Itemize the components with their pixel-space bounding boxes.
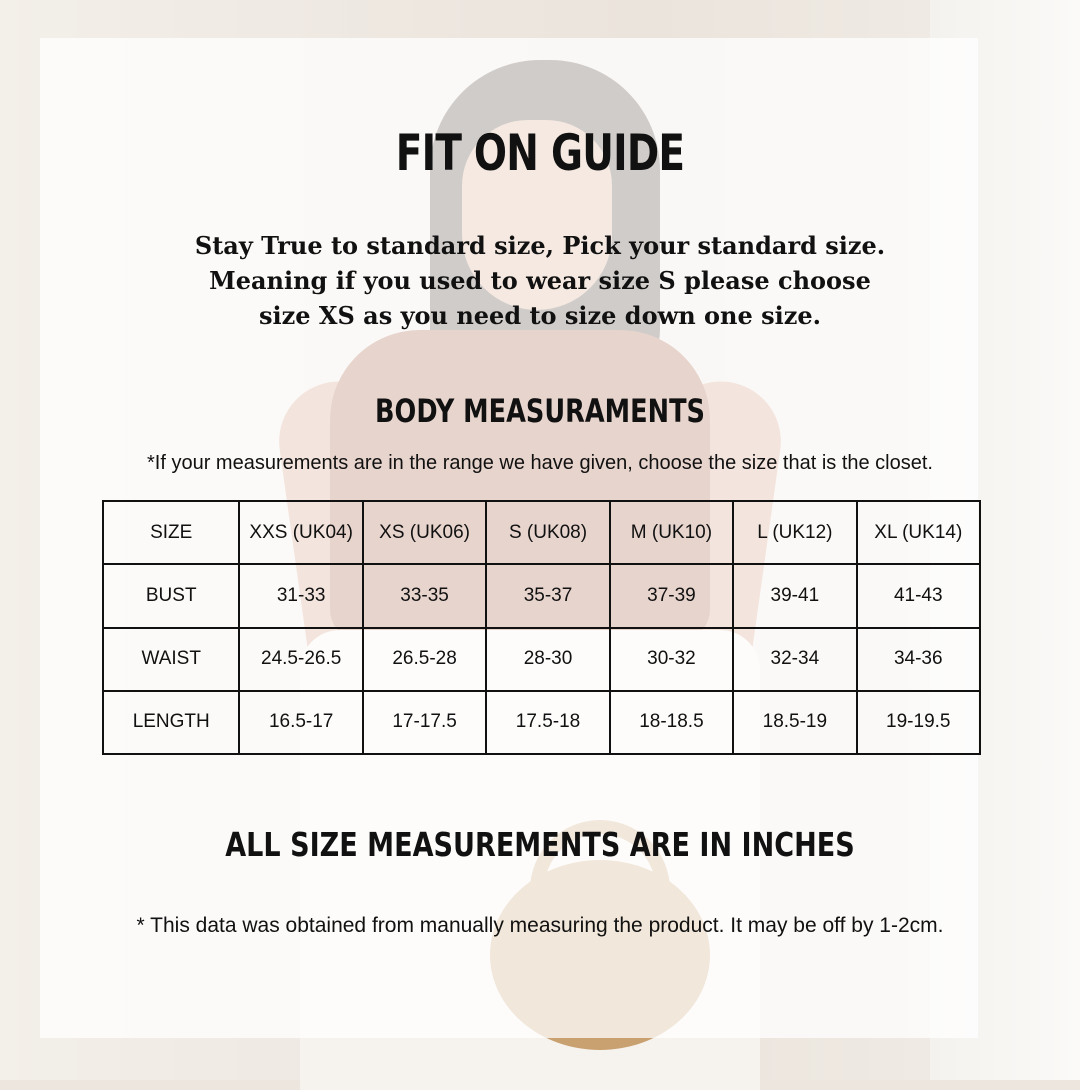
table-cell: 26.5-28 (363, 628, 486, 691)
intro-line-2: Meaning if you used to wear size S please choose (209, 266, 871, 295)
table-header-cell: S (UK08) (486, 501, 609, 564)
table-cell: 31-33 (239, 564, 362, 627)
table-header-cell: M (UK10) (610, 501, 733, 564)
table-header-row (103, 501, 980, 564)
units-note: ALL SIZE MEASUREMENTS ARE IN INCHES (225, 825, 855, 864)
intro-line-3: size XS as you need to size down one size. (258, 301, 822, 330)
table-cell: 17-17.5 (363, 691, 486, 754)
table-cell: 30-32 (610, 628, 733, 691)
table-cell: 28-30 (486, 628, 609, 691)
table-cell: 34-36 (857, 628, 980, 691)
table-row (103, 691, 980, 754)
intro-line-1: Stay True to standard size, Pick your standard size. (194, 231, 886, 260)
body-measurements-title: BODY MEASURAMENTS (375, 392, 705, 430)
table-cell: 18.5-19 (733, 691, 856, 754)
table-cell: 32-34 (733, 628, 856, 691)
table-cell: 16.5-17 (239, 691, 362, 754)
table-header-cell: SIZE (103, 501, 239, 564)
disclaimer-text: * This data was obtained from manually measuring the product. It may be off by 1-2cm. (136, 914, 944, 937)
table-row (103, 564, 980, 627)
table-cell: 41-43 (857, 564, 980, 627)
table-cell: 37-39 (610, 564, 733, 627)
row-label: WAIST (103, 628, 239, 691)
table-cell: 17.5-18 (486, 691, 609, 754)
table-cell: 24.5-26.5 (239, 628, 362, 691)
table-cell: 35-37 (486, 564, 609, 627)
row-label: LENGTH (103, 691, 239, 754)
intro-text (140, 228, 940, 333)
table-header-cell: XS (UK06) (363, 501, 486, 564)
table-cell: 19-19.5 (857, 691, 980, 754)
page-title: FIT ON GUIDE (395, 124, 685, 182)
table-header-cell: XXS (UK04) (239, 501, 362, 564)
table-cell: 18-18.5 (610, 691, 733, 754)
measurements-note: *If your measurements are in the range we have given, choose the size that is the closet. (147, 452, 933, 474)
table-cell: 33-35 (363, 564, 486, 627)
table-header-cell: XL (UK14) (857, 501, 980, 564)
size-table (102, 500, 981, 755)
table-cell: 39-41 (733, 564, 856, 627)
table-header-cell: L (UK12) (733, 501, 856, 564)
row-label: BUST (103, 564, 239, 627)
table-row (103, 628, 980, 691)
